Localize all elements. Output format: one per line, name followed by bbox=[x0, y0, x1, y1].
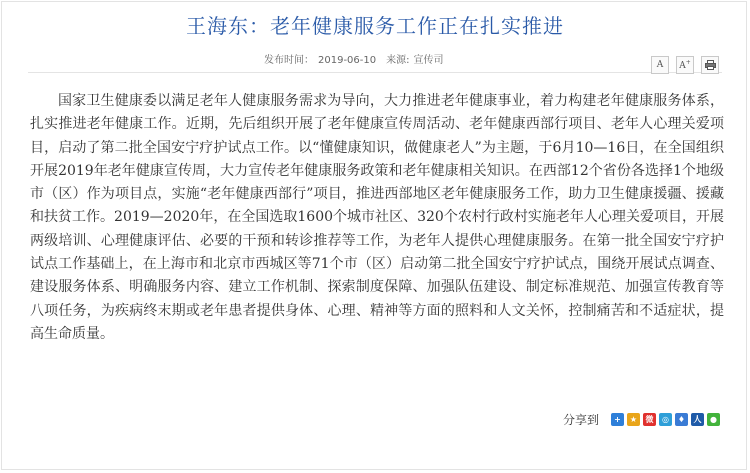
header-divider bbox=[28, 72, 722, 73]
baidu-icon[interactable]: ♦ bbox=[675, 413, 688, 426]
tencent-weibo-icon[interactable]: ◎ bbox=[659, 413, 672, 426]
print-button[interactable] bbox=[701, 56, 719, 74]
share-label: 分享到 bbox=[562, 413, 599, 427]
font-decrease-button[interactable] bbox=[651, 56, 669, 74]
printer-icon bbox=[705, 60, 716, 70]
publish-date: 2019-06-10 bbox=[318, 55, 377, 66]
sina-weibo-icon[interactable]: 微 bbox=[643, 413, 656, 426]
publish-time-label: 发布时间： bbox=[264, 55, 314, 66]
font-increase-icon: A+ bbox=[679, 59, 691, 71]
article-title: 王海东：老年健康服务工作正在扎实推进 bbox=[186, 14, 564, 38]
share-bar bbox=[563, 411, 720, 428]
plus-icon[interactable]: + bbox=[611, 413, 624, 426]
source-label: 来源: bbox=[386, 55, 410, 66]
article-meta bbox=[264, 51, 448, 66]
source-value: 宣传司 bbox=[413, 55, 444, 66]
font-decrease-icon: A bbox=[656, 60, 664, 70]
wechat-icon[interactable]: ● bbox=[707, 413, 720, 426]
renren-icon[interactable]: 人 bbox=[691, 413, 704, 426]
share-icons bbox=[611, 413, 720, 426]
qzone-star-icon[interactable]: ★ bbox=[627, 413, 640, 426]
article-tools bbox=[651, 56, 719, 74]
font-increase-button[interactable] bbox=[676, 56, 694, 74]
article-body: 国家卫生健康委以满足老年人健康服务需求为导向，大力推进老年健康事业，着力构建老年健康服务体系，扎实推进老年健康工作。近期，先后组织开展了老年健康宣传周活动、老年健康西部行项目、老年人心理关爱项目，启动了第二批全国安宁疗护试点工作。以“懂健康知识，做健康老人”为主题，于6月10—16日，在全国组织开展2019年老年健康宣传周，大力宣传老年健康服务政策和老年健康相关知识。在西部12个省份各选择1个地级市（区）作为项目点，实施“老年健康西部行”项目，推进西部地区老年健康服务工作，助力卫生健康援疆、援藏和扶贫工作。2019—2020年，在全国选取1600个城市社区、320个农村行政村实施老年人心理关爱项目，开展两级培训、心理健康评估、必要的干预和转诊推荐等工作，为老年人提供心理健康服务。在第一批全国安宁疗护试点工作基础上，在上海市和北京市西城区等71个市（区）启动第二批全国安宁疗护试点，围绕开展试点调查、建设服务体系、明确服务内容、建立工作机制、探索制度保障、加强队伍建设、制定标准规范、加强宣传教育等八项任务，为疾病终末期或老年患者提供身体、心理、精神等方面的照料和人文关怀，控制痛苦和不适症状，提高生命质量。 bbox=[30, 93, 724, 342]
